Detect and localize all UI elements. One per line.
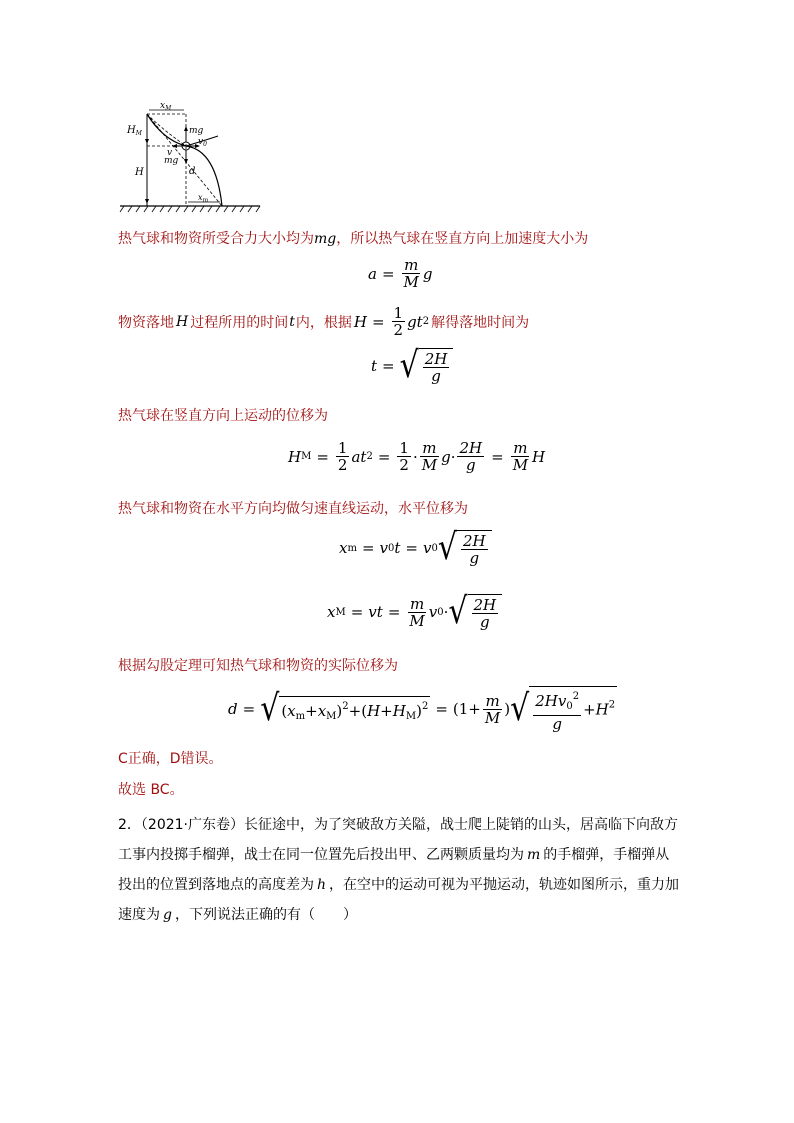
- question-line-4: 速度为 g ，下列说法正确的有（ ）: [118, 907, 357, 923]
- equation-time: t = √ $\frac{2H}{g}$: [371, 348, 453, 384]
- text-line-3: 热气球在竖直方向上运动的位移为: [118, 408, 328, 424]
- equation-xM: x M = vt = $\frac{m}{M}$ v 0 · √ $\frac{2H}{g}$: [327, 594, 502, 630]
- question-line-1: 2．（2021·广东卷）长征途中，为了突破敌方关隘，战士爬上陡销的山头，居高临下向敌方: [118, 817, 679, 833]
- label-HM: $H_M$: [127, 125, 142, 137]
- text-line-7: 故选 BC。: [118, 782, 184, 798]
- label-v0: $v_0$: [198, 137, 207, 148]
- equation-acceleration: a = $\frac{m}{M}$ g: [368, 256, 433, 291]
- equation-d: d = √ $(x_m+x_M)^2+(H+H_M)^2$ = (1+ $\frac{m}{M}$ ) √ $\frac{2Hv_0^2}{g}$ $+H^2$: [228, 687, 616, 733]
- question-line-2: 工事内投掷手榴弹，战士在同一位置先后投出甲、乙两颗质量均为 m 的手榴弹，手榴弹从: [118, 847, 670, 863]
- label-v: v: [167, 148, 173, 158]
- text-line-2: 物资落地 H 过程所用的时间 t 内，根据 H = $\frac{1}{2}$ gt 2 解得落地时间为: [118, 304, 530, 339]
- inline-equation-H: H = $\frac{1}{2}$ gt 2: [353, 304, 430, 339]
- equation-HM: H M = $\frac{1}{2}$ at 2 = $\frac{1}{2}$ · $\frac{m}{M}$ g · $\frac{2H}{g}$ = $\frac{m}{M}$ H: [288, 439, 546, 474]
- question-2: [118, 810, 679, 930]
- text-line-5: 根据勾股定理可知热气球和物资的实际位移为: [118, 658, 398, 674]
- text-line-4: 热气球和物资在水平方向均做匀速直线运动，水平位移为: [118, 501, 468, 517]
- label-mg-bottom: mg: [164, 156, 179, 166]
- equation-xm: x m = v 0 t = v 0 √ $\frac{2H}{g}$: [339, 530, 492, 566]
- label-d: d: [189, 166, 196, 177]
- label-xM: $x_M$: [160, 101, 172, 112]
- label-xm: $x_m$: [198, 193, 209, 204]
- label-mg-top: mg: [189, 126, 204, 136]
- question-line-3: 投出的位置到落地点的高度差为 h ，在空中的运动可视为平抛运动，轨迹如图所示，重力加: [118, 877, 680, 893]
- physics-diagram: [118, 100, 268, 215]
- text-line-6: C正确，D错误。: [118, 751, 223, 767]
- text-line-1: 热气球和物资所受合力大小均为mg，所以热气球在竖直方向上加速度大小为: [118, 231, 589, 247]
- label-H: H: [135, 167, 144, 178]
